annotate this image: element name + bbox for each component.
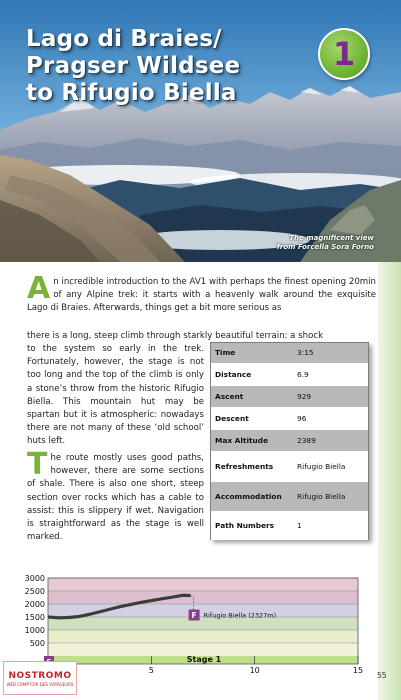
stats-value: 96 [293,407,368,429]
x-tick-label: 15 [352,666,364,675]
y-axis [25,574,45,648]
stage-label: Stage 1 [186,655,222,664]
dropcap-t: T [27,447,48,482]
stats-row-accommodation [211,481,368,511]
intro-paragraph-narrow [27,343,204,449]
caption-line-2: from Forcella Sora Forno [276,243,374,251]
stats-row-distance [211,363,368,385]
stats-label: Ascent [211,385,293,407]
hero-photo [0,0,401,262]
x-tick-label: 5 [148,666,154,675]
stats-label: Descent [211,407,293,429]
title-line-1: Lago di Braies/ [26,26,222,52]
stats-label: Max Altitude [211,429,293,451]
stats-row-refreshments [211,451,368,481]
y-tick-label: 2000 [24,600,45,609]
stats-row-ascent [211,385,368,407]
intro-text-part-2: there is a long, steep climb through starkly beautiful terrain: a shock [27,331,324,341]
title-line-2: Pragser Wildsee [26,53,241,79]
stats-value: Rifugio Biella [293,451,368,481]
stats-label: Distance [211,363,293,385]
band-2000-2500 [48,591,358,604]
stats-value: 1 [293,511,368,539]
caption-line-1: The magnificent view [289,234,374,242]
band-500-1000 [48,630,358,643]
y-tick-label: 1000 [24,626,45,635]
y-tick-label: 1500 [24,613,45,622]
title-line-3: to Rifugio Biella [26,80,237,106]
intro-text-part-1: n incredible introduction to the AV1 with perhaps the finest opening 20min of any Alpine trek: it starts with a heavenly walk around the exquisite Lago di Braies. Afterwards, things get a bit more serious as [27,277,376,314]
finish-label: Rifugio Biella (2327m) [203,611,277,620]
photo-caption [277,234,374,252]
y-tick-label: 3000 [24,574,45,583]
nostromo-logo-tagline: WEB COMPTOIR DES VOYAGEURS [6,682,74,687]
stage-stats-table [210,342,369,540]
stats-value: Rifugio Biella [293,481,368,511]
route-paragraph [27,447,204,544]
band-2500-3000 [48,578,358,591]
stats-row-descent [211,407,368,429]
intro-text-part-3: to the system so early in the trek. Fortunately, however, the stage is not too long and the top of the climb is only a stone’s throw from the historic Rifugio Biella. This mountain hut may be spartan but it is atmospheric: nowadays there are not many of these ‘old school’ huts left. [27,344,204,447]
y-tick-label: 500 [29,639,45,648]
page-edge-strip [378,262,401,700]
stats-value: 929 [293,385,368,407]
intro-paragraph-full-width [27,271,376,316]
page-title [26,26,240,107]
stage-number-badge: 1 [318,28,370,80]
page-number: 55 [377,671,387,680]
stats-row-path-numbers [211,511,368,539]
stats-value: 3:15 [293,343,368,363]
dropcap-a: A [27,271,51,306]
stats-row-time [211,343,368,363]
stats-value: 2389 [293,429,368,451]
stats-label: Refreshments [211,451,293,481]
stats-label: Time [211,343,293,363]
stats-label: Path Numbers [211,511,293,539]
nostromo-logo-name: NOSTROMO [8,671,72,681]
x-tick-label: 10 [249,666,260,675]
stats-label: Accommodation [211,481,293,511]
stats-value: 6.9 [293,363,368,385]
nostromo-logo [3,661,77,695]
route-text: he route mostly uses good paths, however, there are some sections of shale. There is also one short, steep section over rocks which has a cable to assist: this is slippery if wet. Navigation is straightforward as the stage is well marked. [27,453,204,543]
finish-marker-text: F [191,610,197,620]
stats-row-max-altitude [211,429,368,451]
y-tick-label: 2500 [24,587,45,596]
